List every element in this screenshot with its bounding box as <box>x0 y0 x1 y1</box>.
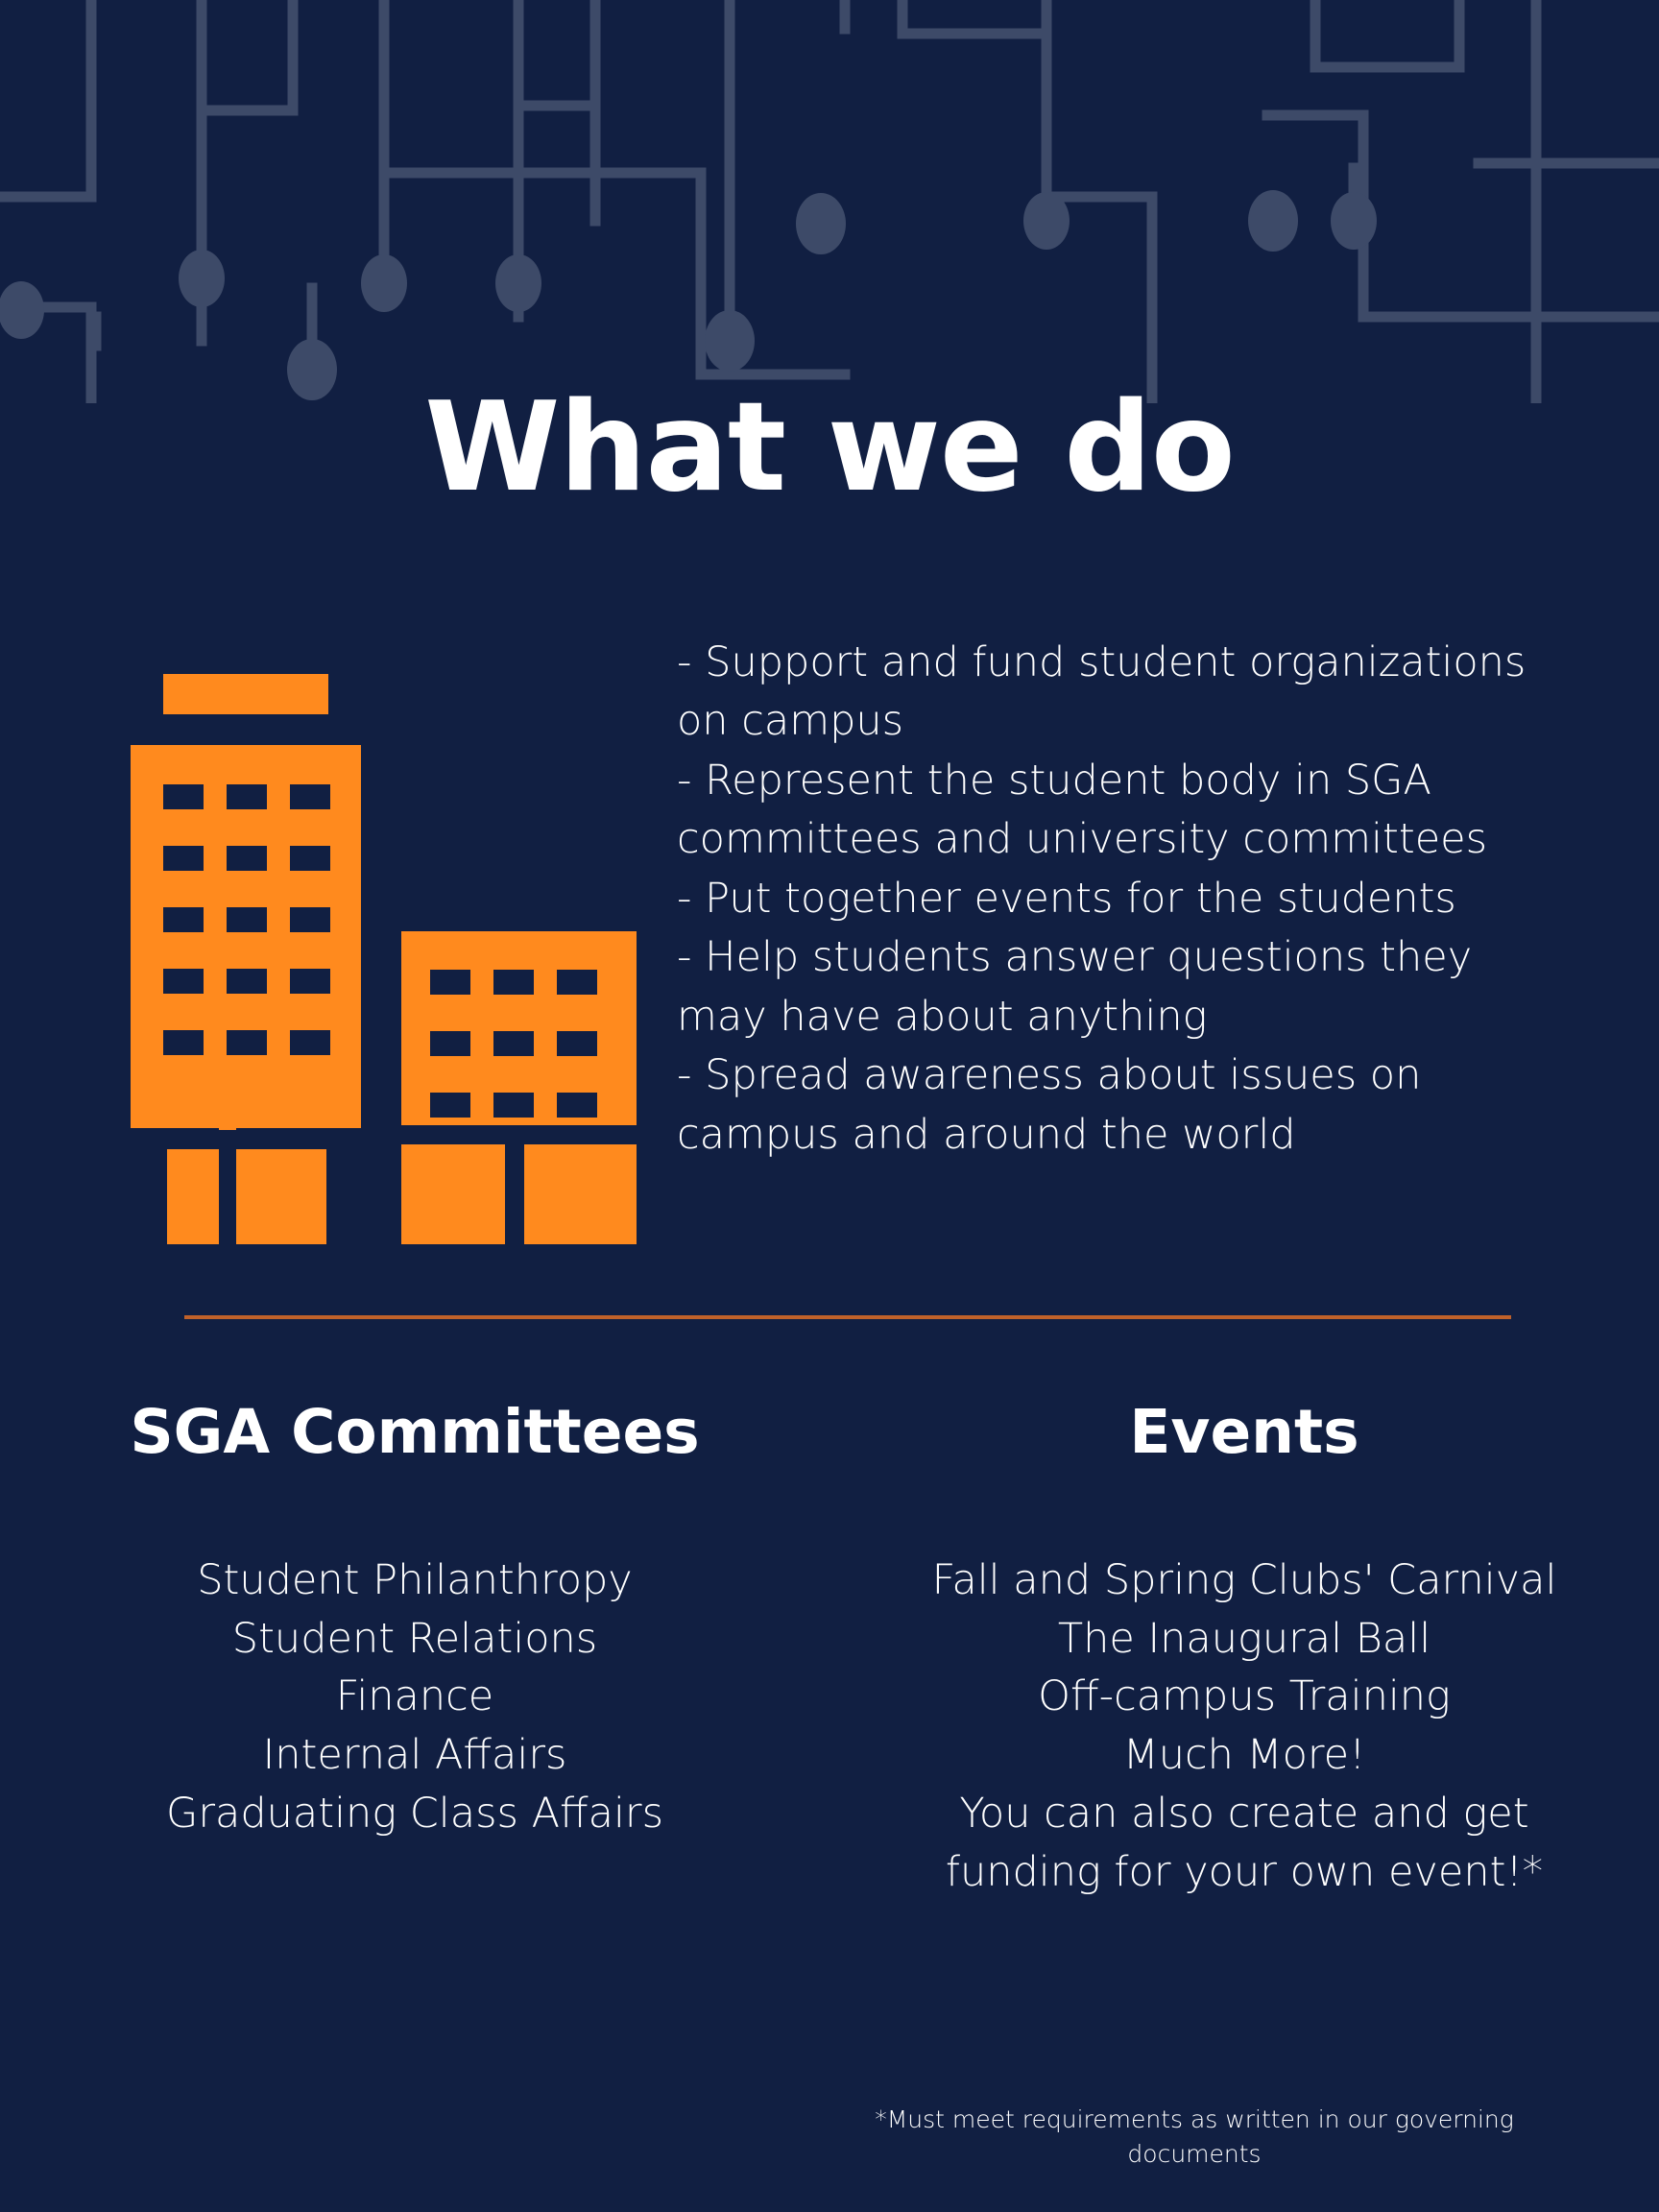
column-sga-committees <box>0 1397 830 1903</box>
bullet-line: - Support and fund student organizations <box>677 638 1527 686</box>
events-list <box>830 1551 1659 1903</box>
list-item: Fall and Spring Clubs' Carnival <box>931 1556 1557 1604</box>
sga-committees-list <box>0 1551 830 1842</box>
office-buildings-icon <box>113 653 651 1248</box>
what-we-do-bullet-list <box>677 634 1599 1165</box>
list-item: The Inaugural Ball <box>1057 1614 1431 1663</box>
list-item: Student Relations <box>231 1614 598 1663</box>
bullet-line: may have about anything <box>677 992 1208 1041</box>
bullet-line: on campus <box>677 697 904 746</box>
list-item: Off-campus Training <box>1038 1672 1451 1721</box>
circuit-pattern-decoration <box>0 0 1659 403</box>
sga-committees-heading: SGA Committees <box>130 1397 700 1467</box>
list-item: Student Philanthropy <box>197 1556 633 1604</box>
bullet-line: campus and around the world <box>677 1110 1296 1159</box>
footnote: *Must meet requirements as written in our governing documents <box>875 2105 1514 2169</box>
section-divider <box>184 1315 1511 1319</box>
what-we-do-section <box>0 624 1659 1238</box>
column-events <box>830 1397 1659 1903</box>
lists-section <box>0 1397 1659 1903</box>
bullet-line: committees and university committees <box>677 815 1488 864</box>
list-item: You can also create and get funding for your own event!* <box>945 1789 1544 1897</box>
bullet-line: - Represent the student body in SGA <box>677 756 1431 805</box>
bullet-line: - Spread awareness about issues on <box>677 1051 1422 1100</box>
list-item: Internal Affairs <box>262 1730 567 1779</box>
bullet-line: - Help students answer questions they <box>677 933 1473 982</box>
list-item: Much More! <box>1122 1730 1366 1779</box>
bullet-line: - Put together events for the students <box>677 874 1456 923</box>
events-heading: Events <box>1129 1397 1359 1467</box>
list-item: Finance <box>335 1672 494 1721</box>
page-title: What we do <box>424 376 1235 519</box>
list-item: Graduating Class Affairs <box>166 1789 663 1838</box>
